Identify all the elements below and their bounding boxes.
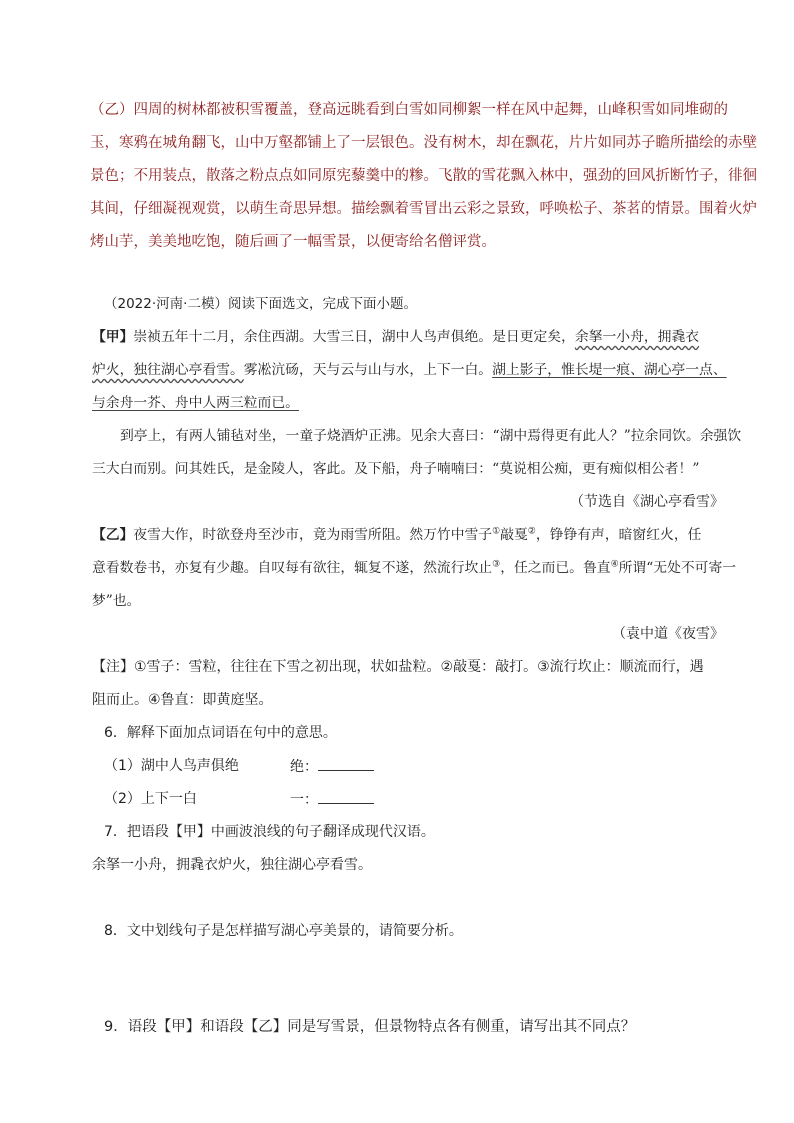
jia-wavy-2: 炉火，独往湖心亭看雪。 [92,362,244,378]
question-6-item-2-text: （2）上下一白 [104,791,197,807]
jia-line-1 [92,327,724,347]
question-8-stem: 8．文中划线句子是怎样描写湖心亭美景的，请简要分析。 [104,923,463,939]
question-7-stem: 7．把语段【甲】中画波浪线的句子翻译成现代汉语。 [104,824,435,840]
jia-line-4: 到亭上，有两人铺毡对坐，一童子烧酒炉正沸。见余大喜曰：“湖中焉得更有此人？”拉余同饮。余强饮 [120,428,742,444]
jia-bracket: 【甲】 [92,329,134,345]
question-6-item-1 [104,756,724,776]
translation-line-2: 玉，寒鸦在城角翻飞，山中万壑都铺上了一层银色。没有树木，却在飘花，片片如同苏子瞻所描绘的赤壁 [90,135,757,151]
yi-source: （袁中道《夜雪》 [612,626,724,642]
yi-line-1 [92,525,724,545]
footnote-marker-2: ② [527,526,536,537]
jia-source: （节选自《湖心亭看雪》 [570,494,724,510]
question-7-answer: 余拏一小舟，拥毳衣炉火，独往湖心亭看雪。 [92,857,372,873]
yi-line-2 [92,558,737,578]
question-6-item-1-text: （1）湖中人鸟声俱绝 [104,758,239,774]
footnote-marker-4: ④ [610,559,619,570]
answer-blank-1[interactable] [318,756,374,771]
question-header: （2022·河南·二模）阅读下面选文，完成下面小题。 [104,296,417,312]
question-6-item-2 [104,789,724,809]
item-2-word-label: 一： [290,792,318,808]
question-6-item-1-word [290,756,374,777]
footnote-marker-3: ③ [492,559,501,570]
jia-underline-1: 湖上影子，惟长堤一痕、湖心亭一点、 [492,362,727,378]
jia-underline-2: 与余舟一芥、舟中人两三粒而已。 [92,395,299,411]
yi-text-1c: ，铮铮有声，暗窗红火，任 [535,527,702,543]
jia-line-2 [92,360,727,380]
translation-line-4: 其间，仔细凝视观赏，以萌生奇思异想。描绘飘着雪冒出云彩之景致，呼唤松子、茶茗的情景。围着火炉 [90,201,757,217]
answer-blank-2[interactable] [318,789,374,804]
yi-text-2b: ，任之而已。鲁直 [500,560,611,576]
translation-line-5: 烤山芋，美美地吃饱，随后画了一幅雪景，以便寄给名僧评赏。 [90,234,496,250]
yi-line-3: 梦”也。 [92,593,141,609]
jia-text-2b: 雾凇沆砀，天与云与山与水，上下一白。 [243,362,493,378]
jia-text-1a: 崇祯五年十二月，余住西湖。大雪三日，湖中人鸟声俱绝。是日更定矣， [133,329,575,345]
notes-line-2: 阻而止。④鲁直：即黄庭坚。 [92,692,273,708]
translation-line-3: 景色；不用装点，散落之粉点点如同原宪藜羹中的糁。飞散的雪花飘入林中，强劲的回风折断竹子，徘徊 [90,168,757,184]
yi-text-2a: 意看数卷书，亦复有少趣。自叹每有欲往，辄复不遂，然流行坎止 [92,560,493,576]
jia-line-3 [92,393,724,413]
footnote-marker-1: ① [492,526,501,537]
question-9-stem: 9．语段【甲】和语段【乙】同是写雪景，但景物特点各有侧重，请写出其不同点？ [104,1019,636,1035]
jia-line-5: 三大白而别。问其姓氏，是金陵人，客此。及下船，舟子喃喃曰：“莫说相公痴，更有痴似相公者！” [92,461,700,477]
yi-bracket: 【乙】 [92,527,134,543]
jia-wavy-1: 余拏一小舟，拥毳衣 [574,329,700,345]
question-6-stem: 6．解释下面加点词语在句中的意思。 [104,725,337,741]
item-1-word-label: 绝： [290,759,318,775]
translation-line-1: （乙）四周的树林都被积雪覆盖，登高远眺看到白雪如同柳絮一样在风中起舞，山峰积雪如同堆砌的 [90,102,728,118]
yi-text-2c: 所谓“无处不可寄一 [618,560,737,576]
yi-text-1a: 夜雪大作，时欲登舟至沙市，竟为雨雪所阻。然万竹中雪子 [133,527,493,543]
yi-text-1b: 敲戛 [500,527,528,543]
notes-line-1: 【注】①雪子：雪粒，往往在下雪之初出现，状如盐粒。②敲戛：敲打。③流行坎止：顺流而行，遇 [92,659,704,675]
question-6-item-2-word [290,789,374,810]
